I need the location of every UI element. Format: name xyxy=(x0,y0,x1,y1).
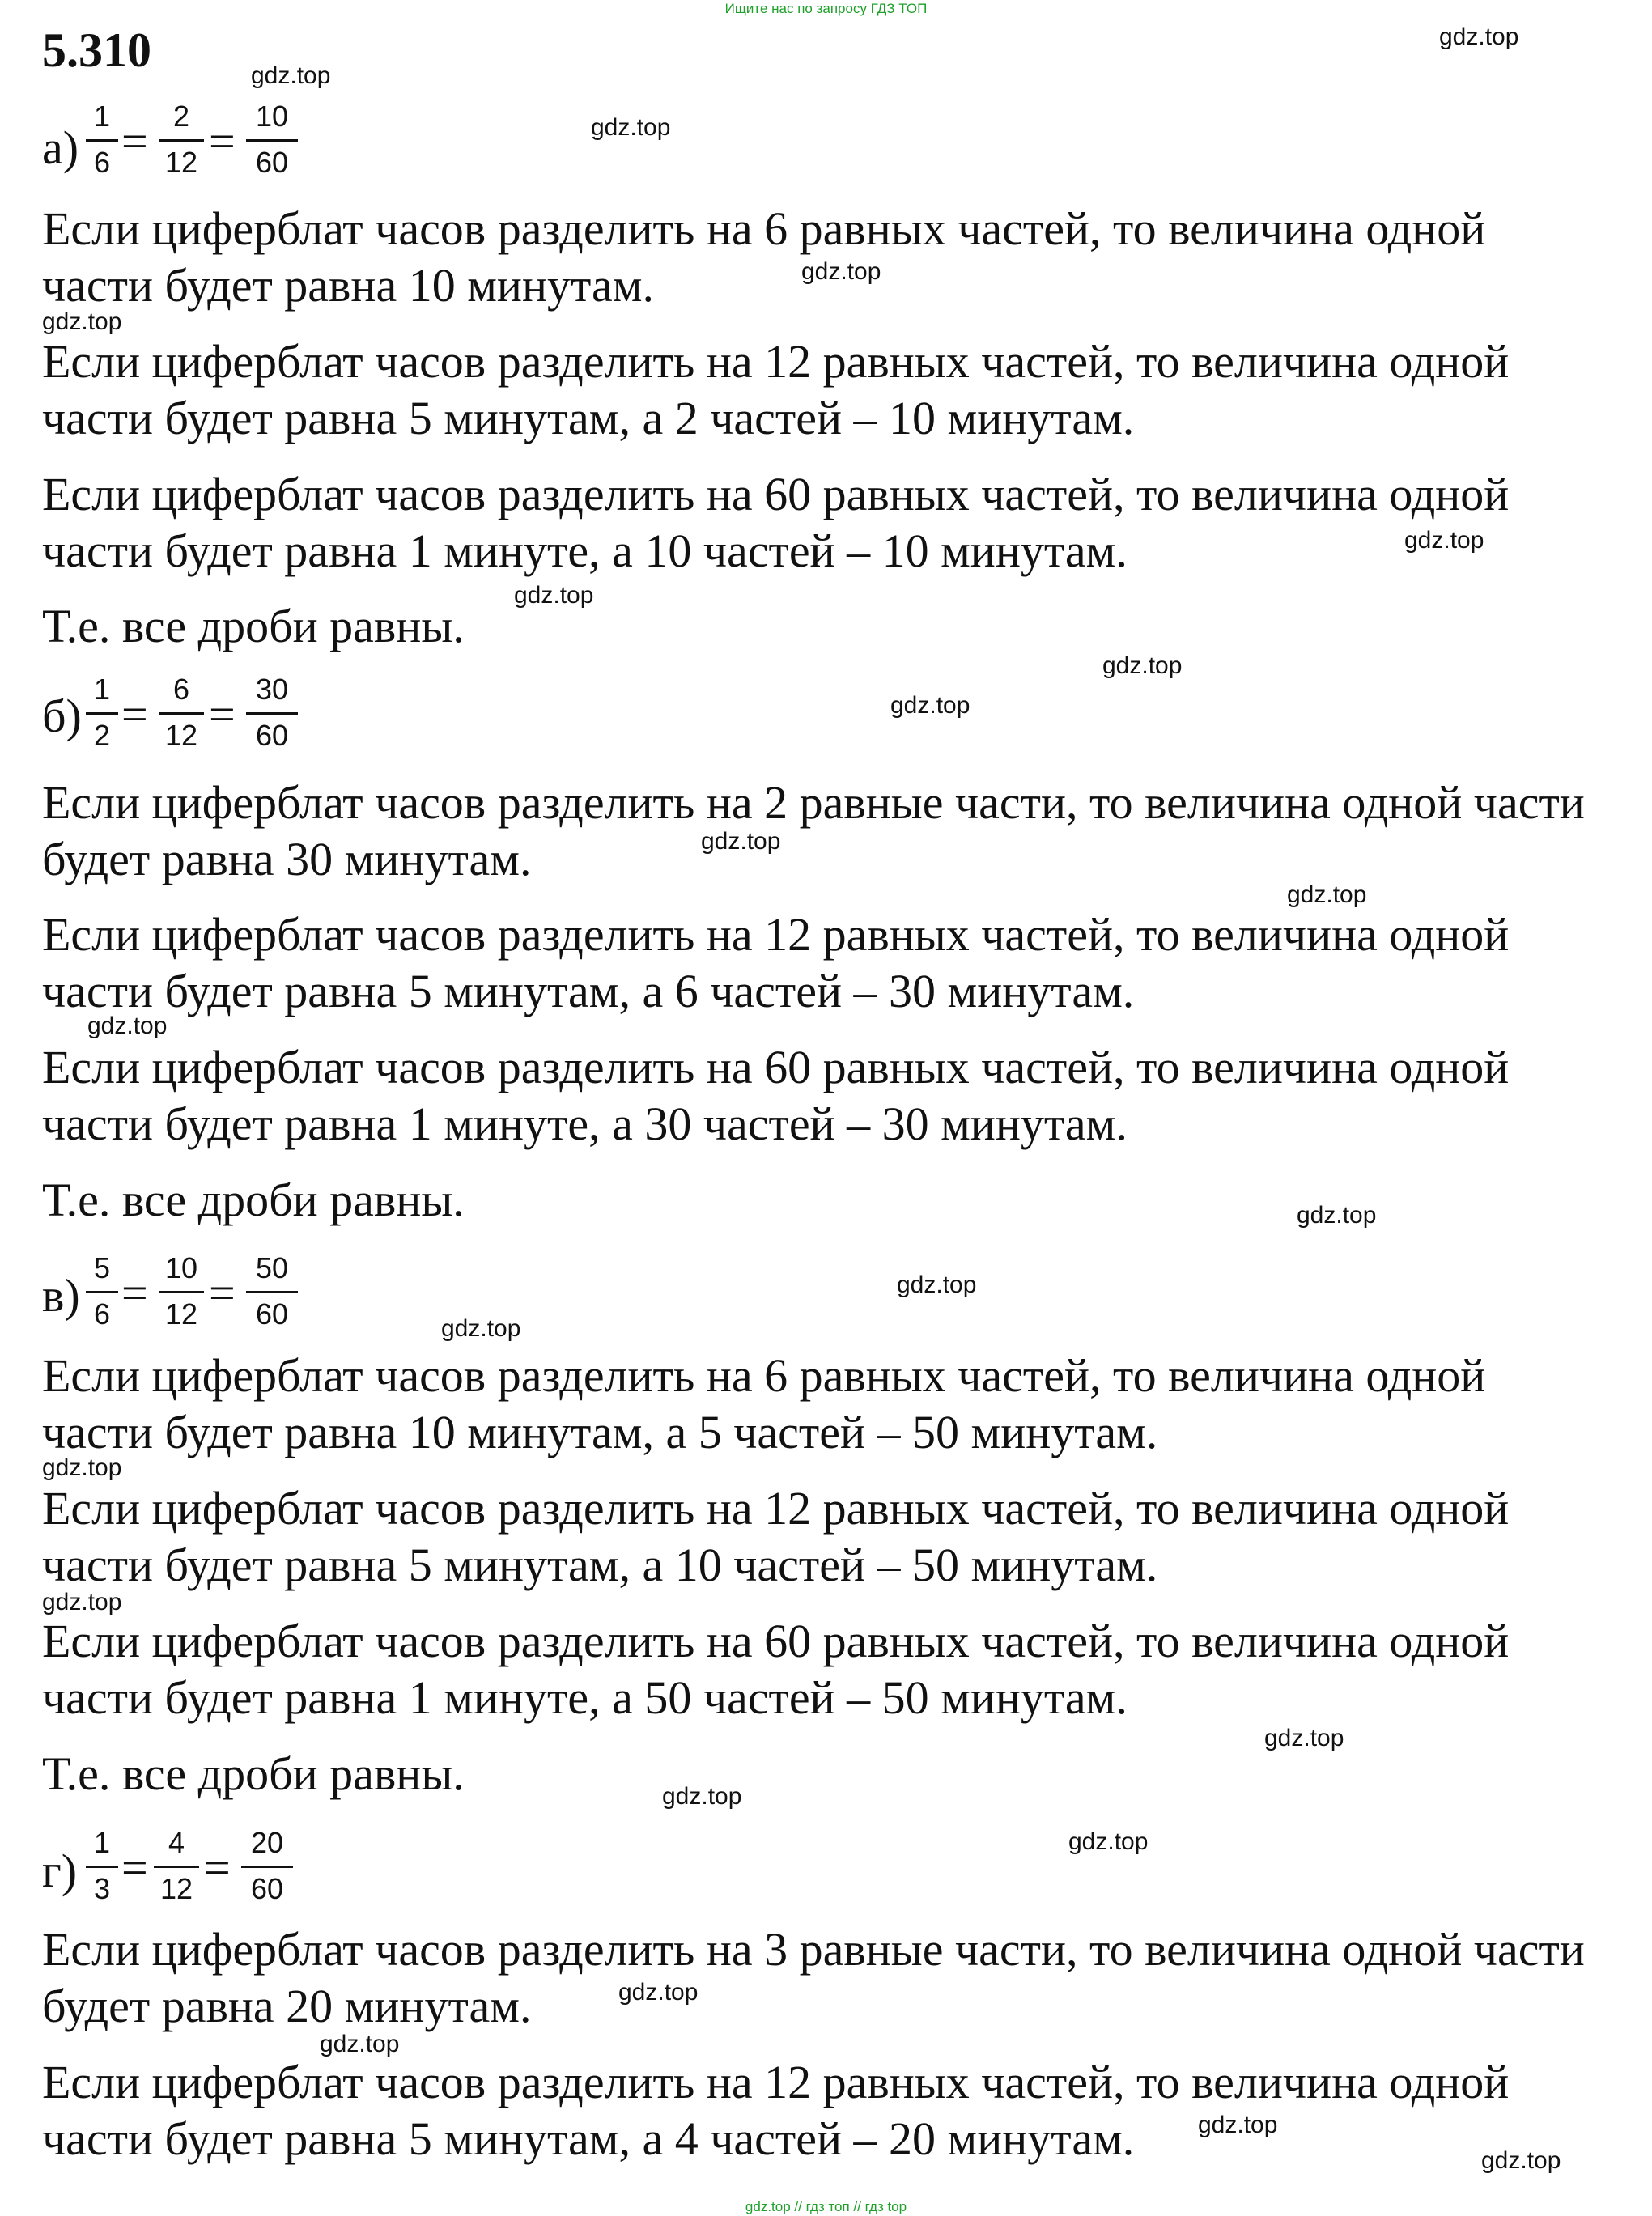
section-a-fraction-2 xyxy=(159,99,204,180)
denominator: 12 xyxy=(159,1872,193,1905)
watermark: gdz.top xyxy=(42,1589,122,1615)
watermark: gdz.top xyxy=(514,582,594,609)
watermark: gdz.top xyxy=(1287,881,1367,908)
section-b-paragraph-2 xyxy=(42,906,1509,1020)
numerator: 10 xyxy=(164,1251,198,1284)
text-line: Если циферблат часов разделить на 6 равных частей, то величина одной xyxy=(42,1349,1486,1402)
watermark: gdz.top xyxy=(1481,2147,1561,2174)
section-b-paragraph-1 xyxy=(42,775,1585,888)
text-line: Если циферблат часов разделить на 3 равные части, то величина одной части xyxy=(42,1923,1585,1976)
section-a-fraction-3 xyxy=(246,99,298,180)
section-b-conclusion: Т.е. все дроби равны. xyxy=(42,1174,465,1226)
denominator: 6 xyxy=(93,146,111,179)
text-line: части будет равна 5 минутам, а 4 частей – 20 минутам. xyxy=(42,2112,1135,2165)
text-line: части будет равна 5 минутам, а 2 частей – 10 минутам. xyxy=(42,392,1135,444)
denominator: 2 xyxy=(93,719,111,752)
equals-sign: = xyxy=(121,688,148,741)
numerator: 20 xyxy=(250,1826,284,1859)
text-line: части будет равна 10 минутам. xyxy=(42,259,654,312)
watermark: gdz.top xyxy=(1102,652,1183,679)
watermark: gdz.top xyxy=(1068,1828,1149,1855)
denominator: 60 xyxy=(250,1872,284,1905)
denominator: 12 xyxy=(164,1297,198,1331)
watermark: gdz.top xyxy=(890,692,970,719)
section-c-conclusion: Т.е. все дроби равны. xyxy=(42,1747,465,1800)
denominator: 60 xyxy=(255,1297,289,1331)
denominator: 3 xyxy=(93,1872,111,1905)
text-line: части будет равна 1 минуте, а 50 частей – 50 минутам. xyxy=(42,1671,1128,1724)
text-line: части будет равна 5 минутам, а 6 частей – 30 минутам. xyxy=(42,965,1135,1017)
numerator: 30 xyxy=(255,673,289,706)
watermark: gdz.top xyxy=(1264,1725,1344,1751)
search-hint-banner[interactable]: Ищите нас по запросу ГДЗ ТОП xyxy=(724,1,928,16)
section-b-label: б) xyxy=(42,690,82,742)
text-line: части будет равна 1 минуте, а 10 частей – 10 минутам. xyxy=(42,524,1128,577)
text-line: Если циферблат часов разделить на 12 равных частей, то величина одной xyxy=(42,2056,1510,2108)
numerator: 10 xyxy=(255,100,289,133)
numerator: 2 xyxy=(172,100,190,133)
watermark: gdz.top xyxy=(1297,1202,1377,1229)
text-line: Если циферблат часов разделить на 12 равных частей, то величина одной xyxy=(42,1482,1510,1535)
section-c-fraction-2 xyxy=(159,1250,204,1332)
section-d-fraction-1 xyxy=(86,1825,118,1907)
watermark: gdz.top xyxy=(897,1271,977,1298)
section-a-label: а) xyxy=(42,121,79,174)
section-a-fraction-1 xyxy=(86,99,118,180)
section-d-label: г) xyxy=(42,1845,78,1897)
text-line: Если циферблат часов разделить на 60 равных частей, то величина одной xyxy=(42,1041,1510,1093)
watermark: gdz.top xyxy=(618,1979,699,2006)
watermark: gdz.top xyxy=(701,828,781,855)
watermark: gdz.top xyxy=(251,62,331,89)
text-line: Если циферблат часов разделить на 2 равные части, то величина одной части xyxy=(42,776,1585,829)
section-c-fraction-1 xyxy=(86,1250,118,1332)
numerator: 5 xyxy=(93,1251,111,1284)
watermark: gdz.top xyxy=(441,1315,521,1342)
section-c-label: в) xyxy=(42,1269,80,1322)
denominator: 60 xyxy=(255,146,289,179)
watermark: gdz.top xyxy=(320,2031,400,2057)
denominator: 12 xyxy=(164,719,198,752)
text-line: Если циферблат часов разделить на 60 равных частей, то величина одной xyxy=(42,468,1510,520)
section-d-fraction-2 xyxy=(154,1825,199,1907)
exercise-number: 5.310 xyxy=(42,23,151,77)
section-a-conclusion: Т.е. все дроби равны. xyxy=(42,600,465,652)
watermark: gdz.top xyxy=(1198,2112,1278,2138)
text-line: Если циферблат часов разделить на 12 равных частей, то величина одной xyxy=(42,335,1510,388)
section-d-fraction-3 xyxy=(241,1825,293,1907)
watermark: gdz.top xyxy=(1439,23,1519,50)
denominator: 12 xyxy=(164,146,198,179)
equals-sign: = xyxy=(209,688,236,741)
section-a-paragraph-2 xyxy=(42,333,1509,447)
numerator: 6 xyxy=(172,673,190,706)
denominator: 60 xyxy=(255,719,289,752)
watermark: gdz.top xyxy=(662,1783,742,1810)
section-b-fraction-2 xyxy=(159,672,204,754)
equals-sign: = xyxy=(209,1267,236,1319)
section-d-paragraph-1 xyxy=(42,1921,1585,2035)
section-c-paragraph-3 xyxy=(42,1613,1509,1726)
section-b-fraction-3 xyxy=(246,672,298,754)
text-line: будет равна 20 минутам. xyxy=(42,1980,532,2032)
text-line: Если циферблат часов разделить на 60 равных частей, то величина одной xyxy=(42,1615,1510,1667)
text-line: Если циферблат часов разделить на 12 равных частей, то величина одной xyxy=(42,908,1510,961)
section-c-paragraph-1 xyxy=(42,1348,1485,1461)
text-line: Если циферблат часов разделить на 6 равных частей, то величина одной xyxy=(42,202,1486,255)
section-b-paragraph-3 xyxy=(42,1039,1509,1153)
watermark: gdz.top xyxy=(801,258,881,285)
watermark: gdz.top xyxy=(42,1454,122,1481)
watermark: gdz.top xyxy=(591,114,671,141)
section-b-fraction-1 xyxy=(86,672,118,754)
equals-sign: = xyxy=(204,1841,231,1894)
section-c-fraction-3 xyxy=(246,1250,298,1332)
text-line: будет равна 30 минутам. xyxy=(42,833,532,885)
text-line: части будет равна 1 минуте, а 30 частей – 30 минутам. xyxy=(42,1097,1128,1150)
numerator: 50 xyxy=(255,1251,289,1284)
footer-banner[interactable]: gdz.top // гдз топ // гдз top xyxy=(745,2199,907,2214)
text-line: части будет равна 5 минутам, а 10 частей – 50 минутам. xyxy=(42,1539,1158,1591)
section-a-paragraph-3 xyxy=(42,466,1509,579)
equals-sign: = xyxy=(209,115,236,168)
numerator: 1 xyxy=(93,673,111,706)
text-line: части будет равна 10 минутам, а 5 частей – 50 минутам. xyxy=(42,1406,1158,1458)
numerator: 4 xyxy=(168,1826,185,1859)
section-a-paragraph-1 xyxy=(42,201,1485,314)
watermark: gdz.top xyxy=(87,1012,168,1039)
equals-sign: = xyxy=(121,1267,148,1319)
equals-sign: = xyxy=(121,115,148,168)
watermark: gdz.top xyxy=(1404,527,1484,554)
denominator: 6 xyxy=(93,1297,111,1331)
numerator: 1 xyxy=(93,100,111,133)
numerator: 1 xyxy=(93,1826,111,1859)
section-d-paragraph-2 xyxy=(42,2054,1509,2167)
watermark: gdz.top xyxy=(42,308,122,335)
equals-sign: = xyxy=(121,1841,148,1894)
section-c-paragraph-2 xyxy=(42,1480,1509,1594)
